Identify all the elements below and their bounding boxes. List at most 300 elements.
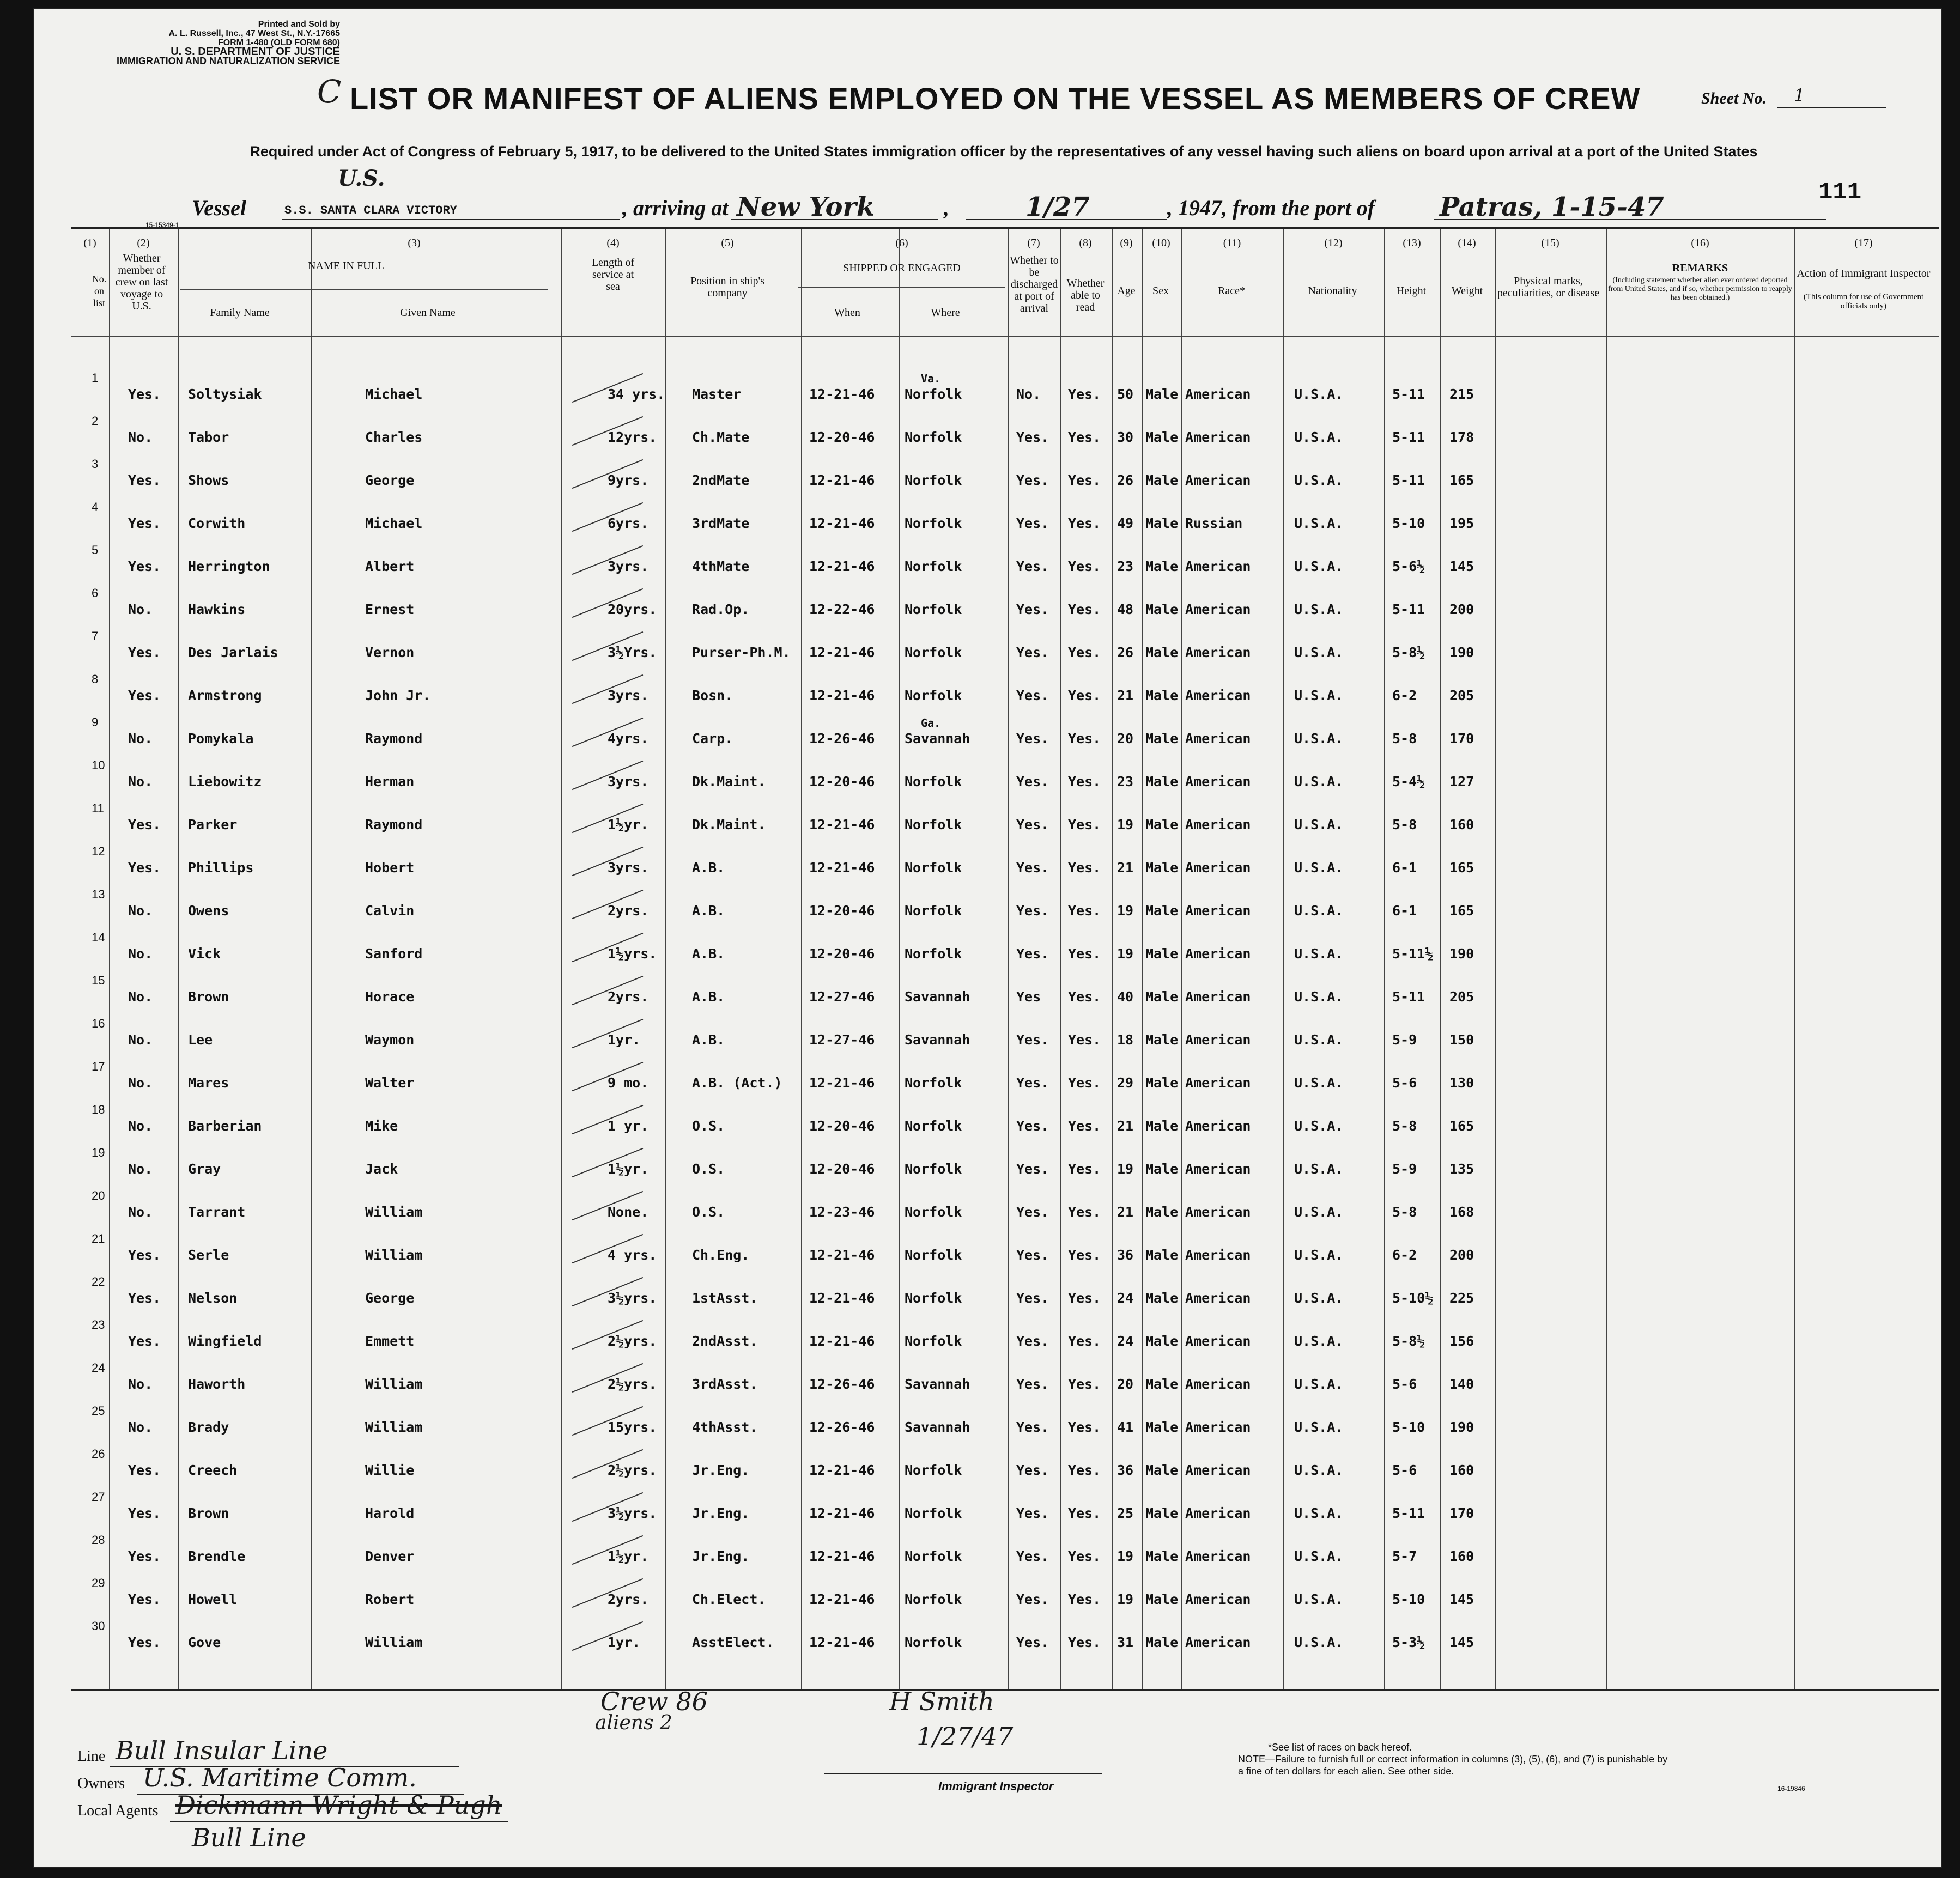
length-of-service: 2½yrs. [608, 1376, 657, 1392]
family-name: Gove [188, 1634, 221, 1650]
nationality: U.S.A. [1294, 515, 1344, 531]
sex: Male [1145, 860, 1179, 876]
table-row [71, 1404, 1939, 1447]
discharged: Yes. [1016, 817, 1049, 832]
age: 25 [1117, 1505, 1134, 1521]
table-row [71, 1103, 1939, 1145]
nationality: U.S.A. [1294, 1247, 1344, 1263]
crew-last-voyage: No. [128, 946, 153, 962]
position: 4thMate [692, 558, 750, 574]
age: 23 [1117, 558, 1134, 574]
column-number: (16) [1691, 237, 1709, 249]
height: 5-11½ [1392, 946, 1434, 962]
col-16-note: (Including statement whether alien ever ordered deported from United States, and if so, whether permission to reapply has been obtained.) [1608, 276, 1792, 302]
shipped-where: Norfolk [905, 645, 962, 660]
height: 5-11 [1392, 989, 1425, 1005]
crew-last-voyage: Yes. [128, 386, 161, 402]
family-name: Brady [188, 1419, 229, 1435]
nationality: U.S.A. [1294, 903, 1344, 919]
shipped-where: Norfolk [905, 1333, 962, 1349]
sex: Male [1145, 731, 1179, 746]
row-number: 25 [92, 1404, 105, 1418]
given-name: Harold [365, 1505, 415, 1521]
crew-last-voyage: Yes. [128, 472, 161, 488]
weight: 190 [1449, 645, 1474, 660]
given-name: William [365, 1419, 423, 1435]
family-name: Creech [188, 1462, 238, 1478]
crew-last-voyage: Yes. [128, 688, 161, 703]
shipped-when: 12-21-46 [809, 472, 875, 488]
shipped-when: 12-21-46 [809, 1075, 875, 1091]
page-title: LIST OR MANIFEST OF ALIENS EMPLOYED ON THE VESSEL AS MEMBERS OF CREW [350, 81, 1641, 116]
discharged: Yes. [1016, 1204, 1049, 1220]
row-number: 1 [92, 371, 99, 385]
age: 19 [1117, 1548, 1134, 1564]
col-3a-header: Family Name [210, 307, 270, 319]
sex: Male [1145, 1032, 1179, 1048]
race: American [1185, 946, 1251, 962]
nationality: U.S.A. [1294, 774, 1344, 789]
shipped-when: 12-26-46 [809, 1376, 875, 1392]
height: 5-7 [1392, 1548, 1417, 1564]
discharged: Yes. [1016, 688, 1049, 703]
able-to-read: Yes. [1068, 903, 1101, 919]
row-number: 12 [92, 844, 105, 858]
height: 5-8½ [1392, 645, 1425, 660]
crew-last-voyage: Yes. [128, 1333, 161, 1349]
given-name: Sanford [365, 946, 423, 962]
age: 19 [1117, 1161, 1134, 1177]
row-number: 21 [92, 1232, 105, 1245]
position: A.B. [692, 1032, 725, 1048]
table-row [71, 888, 1939, 930]
given-name: Ernest [365, 601, 415, 617]
shipped-when: 12-21-46 [809, 1333, 875, 1349]
height: 5-10 [1392, 1591, 1425, 1607]
row-number: 26 [92, 1447, 105, 1461]
shipped-where: Norfolk [905, 1634, 962, 1650]
age: 18 [1117, 1032, 1134, 1048]
table-row [71, 1146, 1939, 1188]
table-row [71, 974, 1939, 1016]
nationality: U.S.A. [1294, 1161, 1344, 1177]
record-number: 111 [1818, 179, 1862, 206]
weight: 190 [1449, 946, 1474, 962]
position: Bosn. [692, 688, 733, 703]
shipped-where: Norfolk [905, 472, 962, 488]
nationality: U.S.A. [1294, 946, 1344, 962]
crew-last-voyage: Yes. [128, 515, 161, 531]
family-name: Hawkins [188, 601, 246, 617]
column-number: (11) [1223, 237, 1241, 249]
age: 24 [1117, 1290, 1134, 1306]
able-to-read: Yes. [1068, 429, 1101, 445]
state-note: Va. [921, 372, 941, 385]
sex: Male [1145, 1161, 1179, 1177]
age: 36 [1117, 1462, 1134, 1478]
shipped-when: 12-21-46 [809, 817, 875, 832]
crew-last-voyage: No. [128, 601, 153, 617]
position: A.B. (Act.) [692, 1075, 782, 1091]
column-number: (2) [137, 237, 150, 249]
able-to-read: Yes. [1068, 1204, 1101, 1220]
weight: 165 [1449, 1118, 1474, 1134]
row-number: 14 [92, 931, 105, 944]
race: American [1185, 558, 1251, 574]
given-name: Charles [365, 429, 423, 445]
race: American [1185, 1462, 1251, 1478]
age: 26 [1117, 645, 1134, 660]
height: 5-8 [1392, 1204, 1417, 1220]
shipped-where: Norfolk [905, 1548, 962, 1564]
shipped-where: Norfolk [905, 688, 962, 703]
able-to-read: Yes. [1068, 1075, 1101, 1091]
discharged: Yes. [1016, 1634, 1049, 1650]
column-number: (13) [1403, 237, 1421, 249]
weight: 145 [1449, 1634, 1474, 1650]
shipped-when: 12-21-46 [809, 1505, 875, 1521]
given-name: William [365, 1204, 423, 1220]
age: 19 [1117, 903, 1134, 919]
weight: 145 [1449, 558, 1474, 574]
discharged: Yes. [1016, 645, 1049, 660]
able-to-read: Yes. [1068, 472, 1101, 488]
row-number: 22 [92, 1275, 105, 1289]
given-name: Horace [365, 989, 415, 1005]
shipped-where: Norfolk [905, 1204, 962, 1220]
able-to-read: Yes. [1068, 946, 1101, 962]
row-number: 18 [92, 1103, 105, 1116]
length-of-service: 1½yr. [608, 817, 649, 832]
shipped-when: 12-21-46 [809, 688, 875, 703]
nationality: U.S.A. [1294, 1032, 1344, 1048]
age: 36 [1117, 1247, 1134, 1263]
manifest-footer [34, 1687, 1941, 1861]
weight: 205 [1449, 688, 1474, 703]
given-name: Emmett [365, 1333, 415, 1349]
height: 6-2 [1392, 688, 1417, 703]
row-number: 23 [92, 1318, 105, 1332]
able-to-read: Yes. [1068, 860, 1101, 876]
discharged: Yes. [1016, 774, 1049, 789]
sex: Male [1145, 429, 1179, 445]
table-row [71, 500, 1939, 543]
col-3-header: NAME IN FULL [308, 260, 384, 272]
family-name: Armstrong [188, 688, 262, 703]
vessel-label: Vessel [192, 196, 246, 220]
shipped-where: Norfolk [905, 1290, 962, 1306]
weight: 150 [1449, 1032, 1474, 1048]
shipped-where: Norfolk [905, 1118, 962, 1134]
position: A.B. [692, 989, 725, 1005]
discharged: Yes. [1016, 1505, 1049, 1521]
inspector-signature-line [824, 1773, 1102, 1774]
comma-separator: , [944, 196, 949, 220]
col-5-header: Position in ship's company [690, 275, 764, 299]
given-name: Waymon [365, 1032, 415, 1048]
header-rule [71, 336, 1939, 337]
position: 3rdMate [692, 515, 750, 531]
family-name: Vick [188, 946, 221, 962]
family-name: Barberian [188, 1118, 262, 1134]
shipped-when: 12-20-46 [809, 903, 875, 919]
crew-last-voyage: No. [128, 1161, 153, 1177]
age: 21 [1117, 860, 1134, 876]
sex: Male [1145, 1591, 1179, 1607]
family-name: Tabor [188, 429, 229, 445]
given-name: Mike [365, 1118, 398, 1134]
discharged: Yes. [1016, 1161, 1049, 1177]
race: American [1185, 1505, 1251, 1521]
shipped-where: Norfolk [905, 946, 962, 962]
family-name: Haworth [188, 1376, 246, 1392]
able-to-read: Yes. [1068, 645, 1101, 660]
vessel-name: S.S. SANTA CLARA VICTORY [284, 204, 457, 217]
discharged: Yes. [1016, 946, 1049, 962]
discharged: Yes. [1016, 1376, 1049, 1392]
shipped-where: Savannah [905, 989, 970, 1005]
column-number: (12) [1324, 237, 1343, 249]
weight: 127 [1449, 774, 1474, 789]
column-number: (7) [1027, 237, 1040, 249]
weight: 160 [1449, 1462, 1474, 1478]
discharged: Yes. [1016, 429, 1049, 445]
shipped-when: 12-20-46 [809, 1118, 875, 1134]
weight: 170 [1449, 1505, 1474, 1521]
imprint-line: U. S. DEPARTMENT OF JUSTICE [171, 46, 340, 58]
printer-imprint [46, 20, 340, 66]
height: 5-11 [1392, 601, 1425, 617]
race: American [1185, 688, 1251, 703]
length-of-service: 3yrs. [608, 558, 649, 574]
able-to-read: Yes. [1068, 1290, 1101, 1306]
discharged: Yes [1016, 989, 1041, 1005]
line-label: Line [77, 1748, 106, 1765]
length-of-service: 9yrs. [608, 472, 649, 488]
height: 5-8 [1392, 817, 1417, 832]
row-number: 6 [92, 586, 99, 600]
sex: Male [1145, 1118, 1179, 1134]
col-4-header: Length of service at sea [591, 257, 635, 293]
family-name: Lee [188, 1032, 213, 1048]
agents-struck-value: Dickmann Wright & Pugh [175, 1790, 502, 1820]
nationality: U.S.A. [1294, 860, 1344, 876]
race: American [1185, 429, 1251, 445]
shipped-when: 12-21-46 [809, 1591, 875, 1607]
position: O.S. [692, 1161, 725, 1177]
weight: 135 [1449, 1161, 1474, 1177]
col-3b-header: Given Name [400, 307, 456, 319]
row-number: 20 [92, 1189, 105, 1202]
given-name: Albert [365, 558, 415, 574]
sex: Male [1145, 989, 1179, 1005]
sex: Male [1145, 386, 1179, 402]
row-number: 13 [92, 888, 105, 901]
height: 5-11 [1392, 472, 1425, 488]
position: Jr.Eng. [692, 1505, 750, 1521]
weight: 140 [1449, 1376, 1474, 1392]
state-note: Ga. [921, 716, 941, 730]
sex: Male [1145, 903, 1179, 919]
age: 21 [1117, 1118, 1134, 1134]
race: American [1185, 774, 1251, 789]
row-number: 17 [92, 1060, 105, 1073]
nationality: U.S.A. [1294, 1591, 1344, 1607]
given-name: William [365, 1634, 423, 1650]
sex: Male [1145, 946, 1179, 962]
race: American [1185, 1247, 1251, 1263]
line-value: Bull Insular Line [116, 1736, 328, 1765]
column-number: (9) [1120, 237, 1133, 249]
height: 5-11 [1392, 386, 1425, 402]
nationality: U.S.A. [1294, 1333, 1344, 1349]
position: 3rdAsst. [692, 1376, 758, 1392]
length-of-service: 1½yrs. [608, 946, 657, 962]
discharged: Yes. [1016, 1591, 1049, 1607]
weight: 215 [1449, 386, 1474, 402]
family-name: Parker [188, 817, 238, 832]
height: 5-8 [1392, 731, 1417, 746]
column-number: (4) [606, 237, 620, 249]
discharged: Yes. [1016, 860, 1049, 876]
given-name: Raymond [365, 817, 423, 832]
length-of-service: 1½yr. [608, 1161, 649, 1177]
arriving-port: New York [737, 192, 875, 222]
nationality: U.S.A. [1294, 1075, 1344, 1091]
able-to-read: Yes. [1068, 1634, 1101, 1650]
weight: 168 [1449, 1204, 1474, 1220]
table-row [71, 672, 1939, 715]
agents-underline [170, 1821, 508, 1822]
discharged: Yes. [1016, 903, 1049, 919]
position: Master [692, 386, 742, 402]
weight: 200 [1449, 1247, 1474, 1263]
family-name: Pomykala [188, 731, 254, 746]
table-row [71, 1275, 1939, 1317]
race: American [1185, 1161, 1251, 1177]
race: American [1185, 1634, 1251, 1650]
shipped-when: 12-21-46 [809, 1247, 875, 1263]
crew-last-voyage: Yes. [128, 1462, 161, 1478]
given-name: Walter [365, 1075, 415, 1091]
family-name: Soltysiak [188, 386, 262, 402]
arriving-label: , arriving at [622, 196, 729, 220]
length-of-service: 4yrs. [608, 731, 649, 746]
form-code: 15-15349-1 [145, 221, 179, 229]
row-number: 27 [92, 1490, 105, 1504]
able-to-read: Yes. [1068, 731, 1101, 746]
shipped-when: 12-21-46 [809, 1634, 875, 1650]
col-17-header: Action of Immigrant Inspector [1797, 268, 1931, 279]
weight: 160 [1449, 817, 1474, 832]
able-to-read: Yes. [1068, 601, 1101, 617]
imprint-line: Printed and Sold by [258, 20, 340, 29]
race: American [1185, 860, 1251, 876]
family-name: Mares [188, 1075, 229, 1091]
able-to-read: Yes. [1068, 989, 1101, 1005]
able-to-read: Yes. [1068, 558, 1101, 574]
race: American [1185, 1333, 1251, 1349]
race: American [1185, 1376, 1251, 1392]
given-name: Michael [365, 386, 423, 402]
able-to-read: Yes. [1068, 1161, 1101, 1177]
length-of-service: 3yrs. [608, 688, 649, 703]
table-row [71, 801, 1939, 844]
given-name: William [365, 1376, 423, 1392]
shipped-subrule [798, 287, 1005, 288]
table-row [71, 931, 1939, 973]
col-6a-header: When [834, 307, 860, 319]
sex: Male [1145, 1204, 1179, 1220]
position: 4thAsst. [692, 1419, 758, 1435]
imprint-line: A. L. Russell, Inc., 47 West St., N.Y.-17665 [168, 29, 340, 38]
height: 5-11 [1392, 429, 1425, 445]
length-of-service: 12yrs. [608, 429, 657, 445]
age: 30 [1117, 429, 1134, 445]
family-name: Wingfield [188, 1333, 262, 1349]
given-name: Herman [365, 774, 415, 789]
crew-last-voyage: No. [128, 1419, 153, 1435]
weight: 130 [1449, 1075, 1474, 1091]
discharged: Yes. [1016, 1075, 1049, 1091]
crew-last-voyage: Yes. [128, 1290, 161, 1306]
table-row [71, 1533, 1939, 1576]
crew-count-note: Crew 86 [600, 1687, 708, 1716]
age: 23 [1117, 774, 1134, 789]
shipped-when: 12-20-46 [809, 1161, 875, 1177]
sex: Male [1145, 1419, 1179, 1435]
shipped-where: Norfolk [905, 429, 962, 445]
weight: 195 [1449, 515, 1474, 531]
imprint-line: IMMIGRATION AND NATURALIZATION SERVICE [117, 56, 340, 66]
row-number: 15 [92, 974, 105, 987]
discharged: Yes. [1016, 1118, 1049, 1134]
able-to-read: Yes. [1068, 1548, 1101, 1564]
nationality: U.S.A. [1294, 558, 1344, 574]
sex: Male [1145, 515, 1179, 531]
sex: Male [1145, 1505, 1179, 1521]
nationality: U.S.A. [1294, 688, 1344, 703]
table-row [71, 457, 1939, 500]
family-name: Gray [188, 1161, 221, 1177]
position: A.B. [692, 903, 725, 919]
col-17-note: (This column for use of Government officials only) [1803, 293, 1924, 311]
shipped-when: 12-27-46 [809, 1032, 875, 1048]
race: American [1185, 1548, 1251, 1564]
col-7-header: Whether to be discharged at port of arrival [1010, 254, 1059, 314]
race: American [1185, 1204, 1251, 1220]
given-name: Vernon [365, 645, 415, 660]
vessel-underline [282, 219, 620, 220]
height: 5-10½ [1392, 1290, 1434, 1306]
row-number: 28 [92, 1533, 105, 1547]
sex: Male [1145, 558, 1179, 574]
col-8-header: Whether able to read [1066, 277, 1105, 313]
table-row [71, 1619, 1939, 1662]
length-of-service: 1yr. [608, 1634, 641, 1650]
sex: Male [1145, 1075, 1179, 1091]
nationality: U.S.A. [1294, 1419, 1344, 1435]
length-of-service: 4 yrs. [608, 1247, 657, 1263]
table-row [71, 1361, 1939, 1403]
agents-label: Local Agents [77, 1802, 159, 1819]
weight: 160 [1449, 1548, 1474, 1564]
table-row [71, 1576, 1939, 1619]
age: 21 [1117, 688, 1134, 703]
shipped-where: Norfolk [905, 1462, 962, 1478]
crew-last-voyage: No. [128, 1376, 153, 1392]
discharged: No. [1016, 386, 1041, 402]
